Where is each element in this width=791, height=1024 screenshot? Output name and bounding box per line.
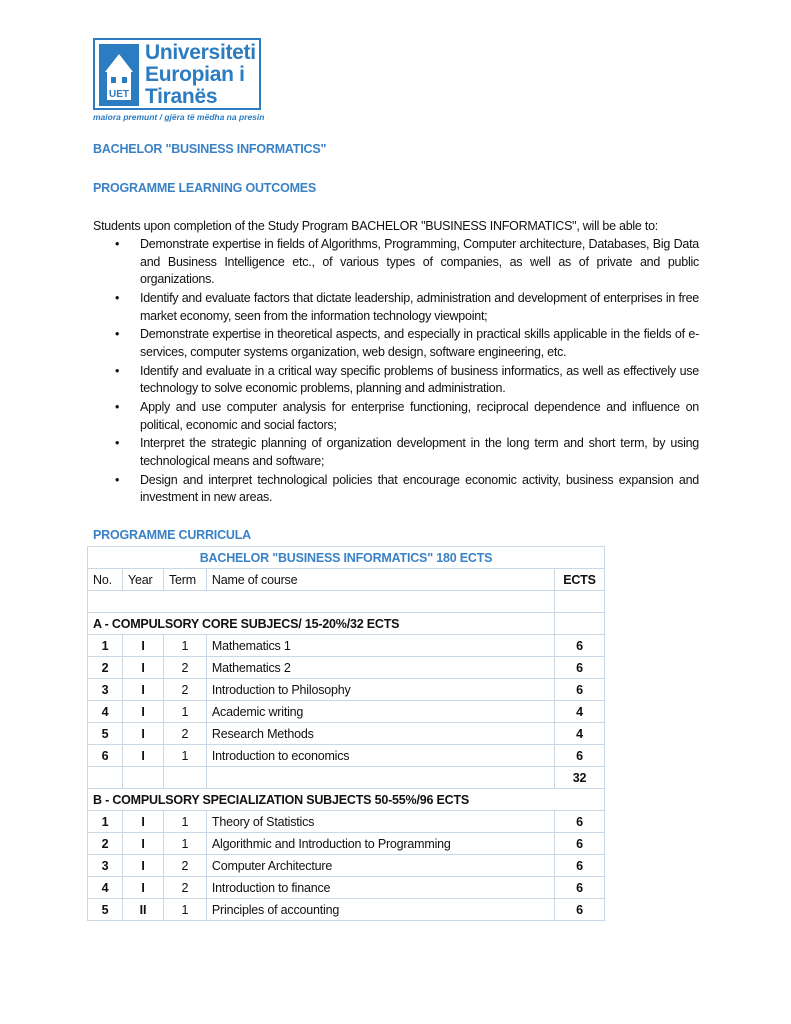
intro-text: Students upon completion of the Study Program BACHELOR "BUSINESS INFORMATICS", will be able to: (93, 219, 658, 233)
section-a-label: A - COMPULSORY CORE SUBJECS/ 15-20%/32 ECTS (88, 613, 555, 635)
table-row: 3 I 2 Introduction to Philosophy 6 (88, 679, 605, 701)
table-row: 4 I 2 Introduction to finance 6 (88, 877, 605, 899)
list-item: • Interpret the strategic planning of organization development in the long term and short term, by using technological means and software; (93, 435, 699, 470)
table-row: 6 I 1 Introduction to economics 6 (88, 745, 605, 767)
logo-mark-text: UET (109, 89, 129, 100)
section-a-total-row (88, 767, 605, 789)
header-ects: ECTS (554, 569, 604, 591)
header-term: Term (163, 569, 206, 591)
header-name: Name of course (206, 569, 554, 591)
section-a-total: 32 (554, 767, 604, 789)
list-item: • Demonstrate expertise in theoretical aspects, and especially in practical skills applicable in the fields of e-services, computer systems organization, web design, software engineering, etc. (93, 326, 699, 361)
curricula-table (87, 546, 605, 921)
logo-line-1: Universiteti (145, 41, 256, 64)
list-item: • Apply and use computer analysis for enterprise functioning, reciprocal dependence and influence on political, economic and social factors; (93, 399, 699, 434)
table-header-row (88, 569, 605, 591)
table-row: 2 I 2 Mathematics 2 6 (88, 657, 605, 679)
table-row: 5 I 2 Research Methods 4 (88, 723, 605, 745)
list-item: • Identify and evaluate in a critical way specific problems of business informatics, as well as effectively use technology to solve economic problems, planning and administration. (93, 363, 699, 398)
logo-line-2: Europian i (145, 63, 245, 86)
list-item: • Identify and evaluate factors that dictate leadership, administration and development of enterprises in free market economy, seen from the information technology viewpoint; (93, 290, 699, 325)
table-row: 1 I 1 Theory of Statistics 6 (88, 811, 605, 833)
header-no: No. (88, 569, 123, 591)
outcomes-heading: PROGRAMME LEARNING OUTCOMES (93, 181, 317, 195)
logo-mark-icon (99, 44, 139, 106)
table-title: BACHELOR "BUSINESS INFORMATICS" 180 ECTS (88, 547, 605, 569)
section-a-row (88, 613, 605, 635)
logo-line-3: Tiranës (145, 85, 218, 108)
table-row: 1 I 1 Mathematics 1 6 (88, 635, 605, 657)
table-row: 5 II 1 Principles of accounting 6 (88, 899, 605, 921)
university-logo (93, 38, 263, 122)
section-b-row (88, 789, 605, 811)
table-row: 4 I 1 Academic writing 4 (88, 701, 605, 723)
list-item: • Demonstrate expertise in fields of Algorithms, Programming, Computer architecture, Databases, Big Data and Business Intelligence etc., of various types of companies, as well as of private and public organizations. (93, 236, 699, 289)
table-row: 3 I 2 Computer Architecture 6 (88, 855, 605, 877)
section-b-label: B - COMPULSORY SPECIALIZATION SUBJECTS 50-55%/96 ECTS (88, 789, 605, 811)
logo-frame (93, 38, 261, 110)
logo-motto: maiora premunt / gjëra të mëdha na presin (93, 112, 265, 122)
outcomes-list (93, 236, 699, 508)
table-title-row (88, 547, 605, 569)
table-row-empty (88, 591, 605, 613)
header-year: Year (122, 569, 163, 591)
curricula-heading: PROGRAMME CURRICULA (93, 528, 251, 542)
list-item: • Design and interpret technological policies that encourage economic activity, business expansion and investment in new areas. (93, 472, 699, 507)
table-row: 2 I 1 Algorithmic and Introduction to Programming 6 (88, 833, 605, 855)
document-title: BACHELOR "BUSINESS INFORMATICS" (93, 142, 327, 156)
